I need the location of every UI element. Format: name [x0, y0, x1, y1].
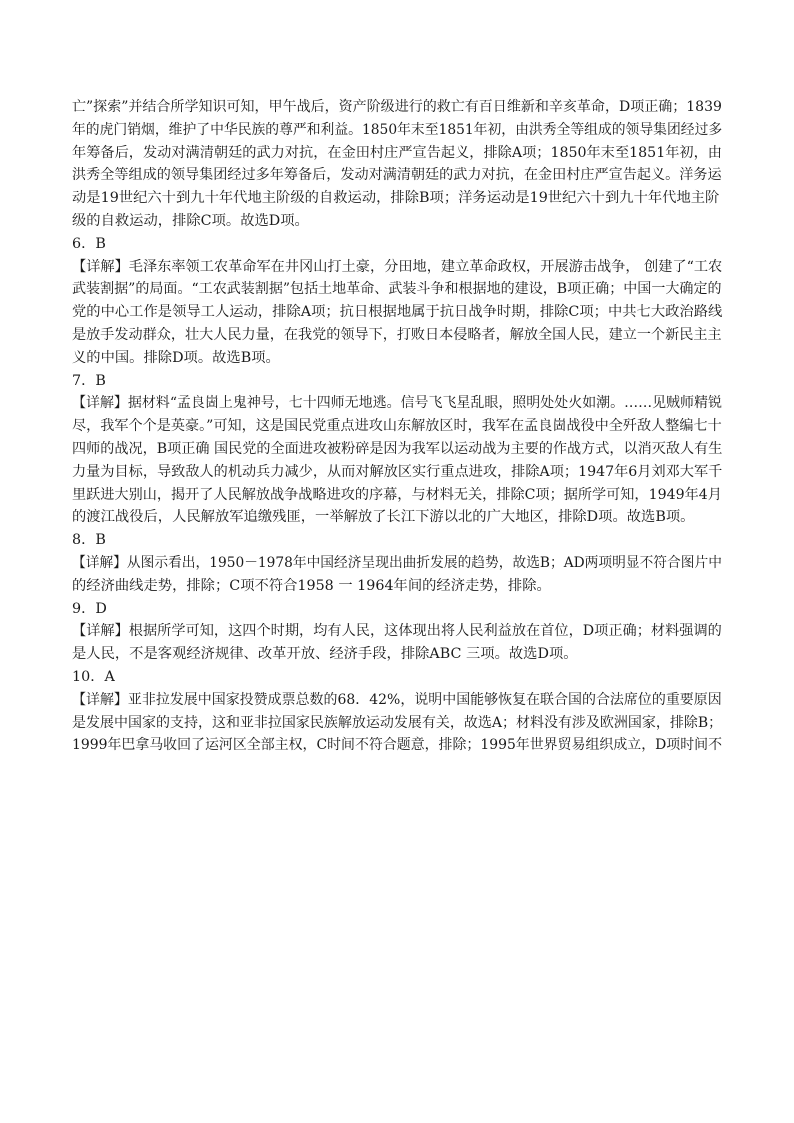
answer-number: 7．B [72, 372, 106, 389]
answer-number: 8．B [72, 532, 106, 549]
text-line: 里跃进大别山，揭开了人民解放战争战略进攻的序幕，与材料无关，排除C项；据所学可知，1949年4月 [72, 486, 722, 503]
text-line: 【详解】毛泽东率领工农革命军在井冈山打土豪，分田地，建立革命政权，开展游击战争， 创建了“工农 [72, 258, 723, 275]
text-line: 级的自救运动，排除C项。故选D项。 [72, 212, 309, 229]
text-line: 是发展中国家的支持，这和亚非拉国家民族解放运动发展有关，故选A；材料没有涉及欧洲国家，排除B； [72, 714, 723, 731]
answer-number: 9．D [72, 600, 107, 617]
text-line: 武装割据”的局面。“工农武装割据”包括土地革命、武装斗争和根据地的建设，B项正确；中国一大确定的 [72, 281, 722, 298]
text-line: 【详解】从图示看出，1950－1978年中国经济呈现出曲折发展的趋势，故选B；AD两项明显不符合图片中 [72, 554, 722, 571]
text-line: 亡”探索”并结合所学知识可知，甲午战后，资产阶级进行的救亡有百日维新和辛亥革命，D项正确；1839 [72, 99, 722, 115]
text-line: 尽，我军个个是英豪。”可知，这是国民党重点进攻山东解放区时，我军在孟良崮战役中全歼敌人整编七十 [72, 418, 722, 435]
text-line: 四师的战况，B项正确 国民党的全面进攻被粉碎是因为我军以运动战为主要的作战方式，以消灭敌人有生 [72, 440, 723, 457]
text-line: 【详解】据材料“孟良崮上鬼神号，七十四师无地逃。信号飞飞星乱眼，照明处处火如潮。……见贼师精锐 [72, 395, 722, 412]
answer-number: 6．B [72, 235, 106, 252]
document-body [72, 96, 722, 757]
text-line: 是放手发动群众，壮大人民力量，在我党的领导下，打败日本侵略者，解放全国人民，建立一个新民主主 [72, 326, 722, 343]
text-line: 【详解】根据所学可知，这四个时期，均有人民，这体现出将人民利益放在首位，D项正确；材料强调的 [72, 623, 722, 640]
text-line: 动是19世纪六十到九十年代地主阶级的自救运动，排除B项；洋务运动是19世纪六十到九十年代地主阶 [72, 190, 720, 207]
text-line: 的经济曲线走势，排除；C项不符合1958 一 1964年间的经济走势，排除。 [72, 577, 551, 594]
text-line: 【详解】亚非拉发展中国家投赞成票总数的68．42%，说明中国能够恢复在联合国的合法席位的重要原因 [72, 691, 722, 708]
text-line: 年筹备后，发动对满清朝廷的武力对抗，在金田村庄严宣告起义，排除A项；1850年末至1851年初，由 [72, 144, 722, 161]
text-line: 年的虎门销烟，维护了中华民族的尊严和利益。1850年末至1851年初，由洪秀全等组成的领导集团经过多 [72, 121, 723, 138]
text-line: 义的中国。排除D项。故选B项。 [72, 349, 280, 366]
text-line: 的渡江战役后，人民解放军追缴残匪，一举解放了长江下游以北的广大地区，排除D项。故选B项。 [72, 509, 695, 526]
text-line: 1999年巴拿马收回了运河区全部主权，C时间不符合题意，排除；1995年世界贸易组织成立，D项时间不 [72, 737, 723, 754]
text-line: 力量为目标，导致敌人的机动兵力减少，从而对解放区实行重点进攻，排除A项；1947年6月刘邓大军千 [72, 463, 723, 480]
answer-number: 10．A [72, 668, 115, 685]
text-line: 党的中心工作是领导工人运动，排除A项；抗日根据地属于抗日战争时期，排除C项；中共七大政治路线 [72, 304, 723, 321]
text-line: 是人民，不是客观经济规律、改革开放、经济手段，排除ABC 三项。故选D项。 [72, 646, 578, 663]
text-line: 洪秀全等组成的领导集团经过多年筹备后，发动对满清朝廷的武力对抗，在金田村庄严宣告起义。洋务运 [72, 167, 722, 184]
